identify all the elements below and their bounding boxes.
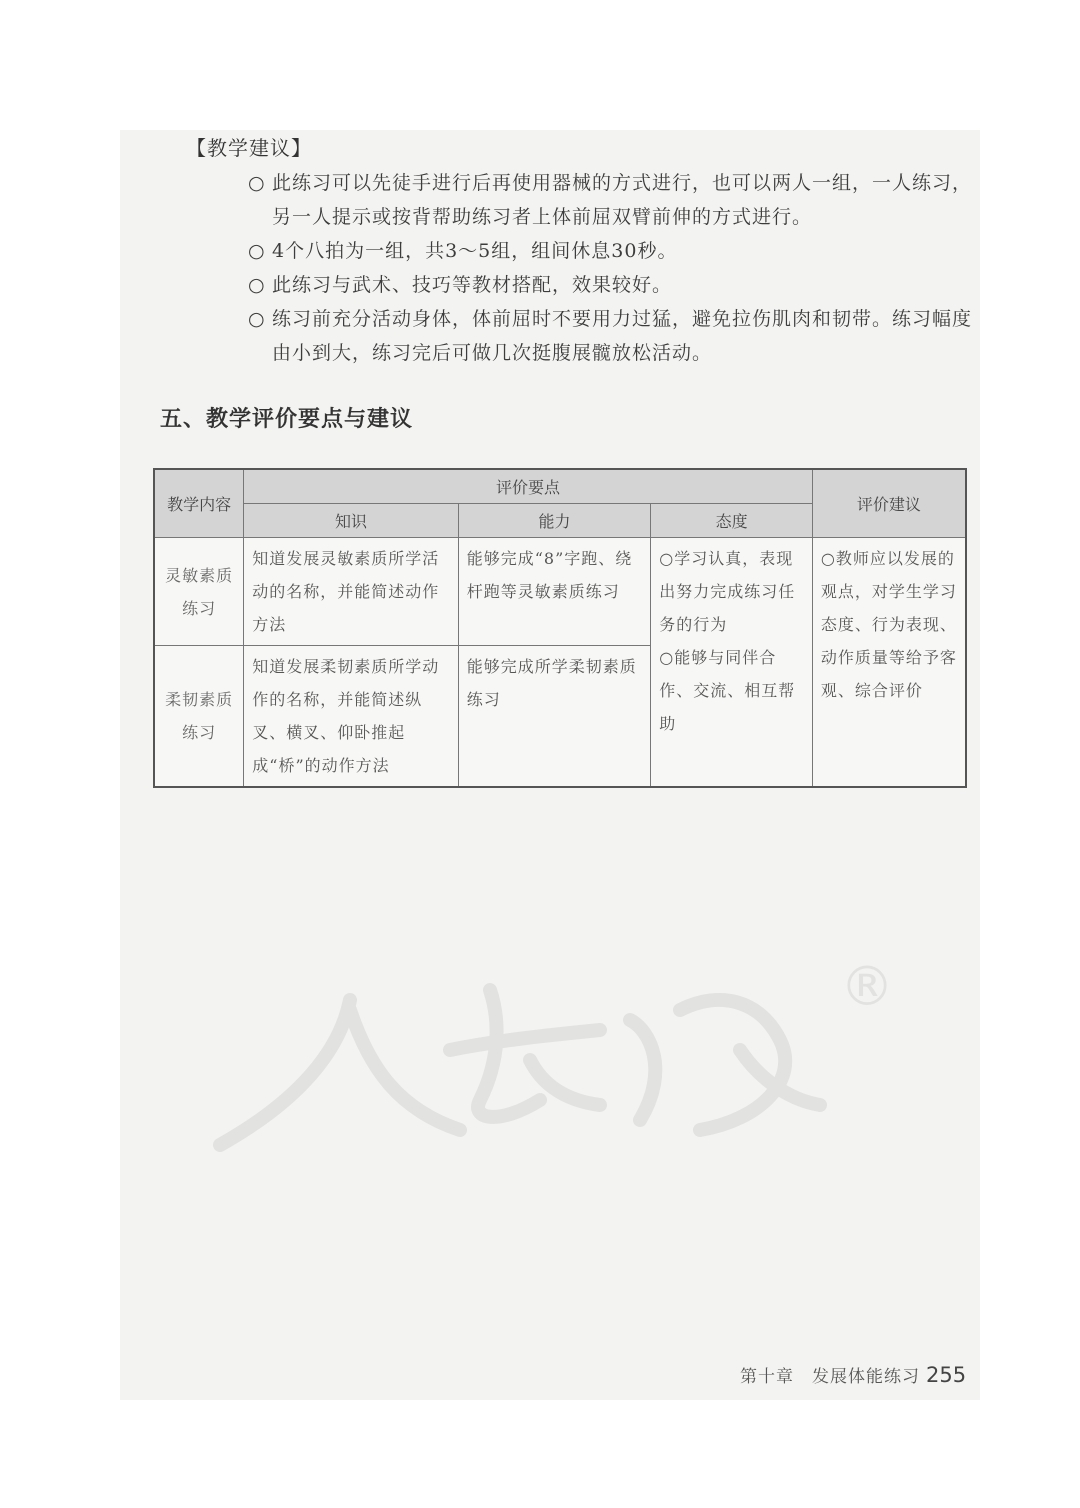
header-attitude: 态度 — [651, 504, 813, 538]
header-ability: 能力 — [458, 504, 651, 538]
bullet-circle-icon: ○ — [248, 240, 266, 262]
registered-mark: ® — [840, 955, 894, 1018]
header-evaluation-suggestion: 评价建议 — [812, 469, 966, 538]
page-number: 255 — [926, 1363, 967, 1387]
teaching-suggestions-heading: 【教学建议】 — [186, 136, 312, 160]
suggestion-item — [248, 234, 973, 268]
suggestion-text: 4个八拍为一组，共3～5组，组间休息30秒。 — [272, 240, 678, 262]
section-title: 五、教学评价要点与建议 — [160, 407, 414, 432]
suggestion-text: 练习前充分活动身体，体前屈时不要用力过猛，避免拉伤肌肉和韧带。练习幅度由小到大，练习完后可做几次挺腹展髋放松活动。 — [272, 308, 973, 364]
page-footer — [740, 1362, 966, 1387]
table-row — [154, 538, 966, 646]
chapter-title: 第十章 发展体能练习 — [740, 1367, 920, 1387]
suggestion-item — [248, 268, 973, 302]
row-content-flexibility: 柔韧素质练习 — [154, 646, 244, 788]
header-teaching-content: 教学内容 — [154, 469, 244, 538]
bullet-circle-icon: ○ — [248, 172, 266, 194]
suggestion-item — [248, 302, 973, 370]
suggestion-item — [248, 166, 973, 234]
attitude-item: ○能够与同伴合作、交流、相互帮助 — [659, 648, 796, 733]
row-content-agility: 灵敏素质练习 — [154, 538, 244, 646]
header-evaluation-points: 评价要点 — [244, 469, 813, 504]
suggestion-text: 此练习与武术、技巧等教材搭配，效果较好。 — [272, 274, 673, 296]
attitude-item: ○学习认真，表现出努力完成练习任务的行为 — [659, 549, 796, 634]
cell-knowledge: 知道发展灵敏素质所学活动的名称，并能简述动作方法 — [244, 538, 458, 646]
suggestion-text: 此练习可以先徒手进行后再使用器械的方式进行，也可以两人一组，一人练习，另一人提示或按背帮助练习者上体前屈双臂前伸的方式进行。 — [272, 172, 973, 228]
bullet-circle-icon: ○ — [248, 274, 266, 296]
cell-knowledge: 知道发展柔韧素质所学动作的名称，并能简述纵叉、横叉、仰卧推起成“桥”的动作方法 — [244, 646, 458, 788]
cell-attitude — [651, 538, 813, 788]
cell-ability: 能够完成所学柔韧素质练习 — [458, 646, 651, 788]
bullet-circle-icon: ○ — [248, 308, 266, 330]
teaching-suggestions-list — [248, 166, 973, 370]
cell-suggestion: ○教师应以发展的观点，对学生学习态度、行为表现、动作质量等给予客观、综合评价 — [812, 538, 966, 788]
header-knowledge: 知识 — [244, 504, 458, 538]
cell-ability: 能够完成“8”字跑、绕杆跑等灵敏素质练习 — [458, 538, 651, 646]
evaluation-table — [153, 468, 967, 788]
